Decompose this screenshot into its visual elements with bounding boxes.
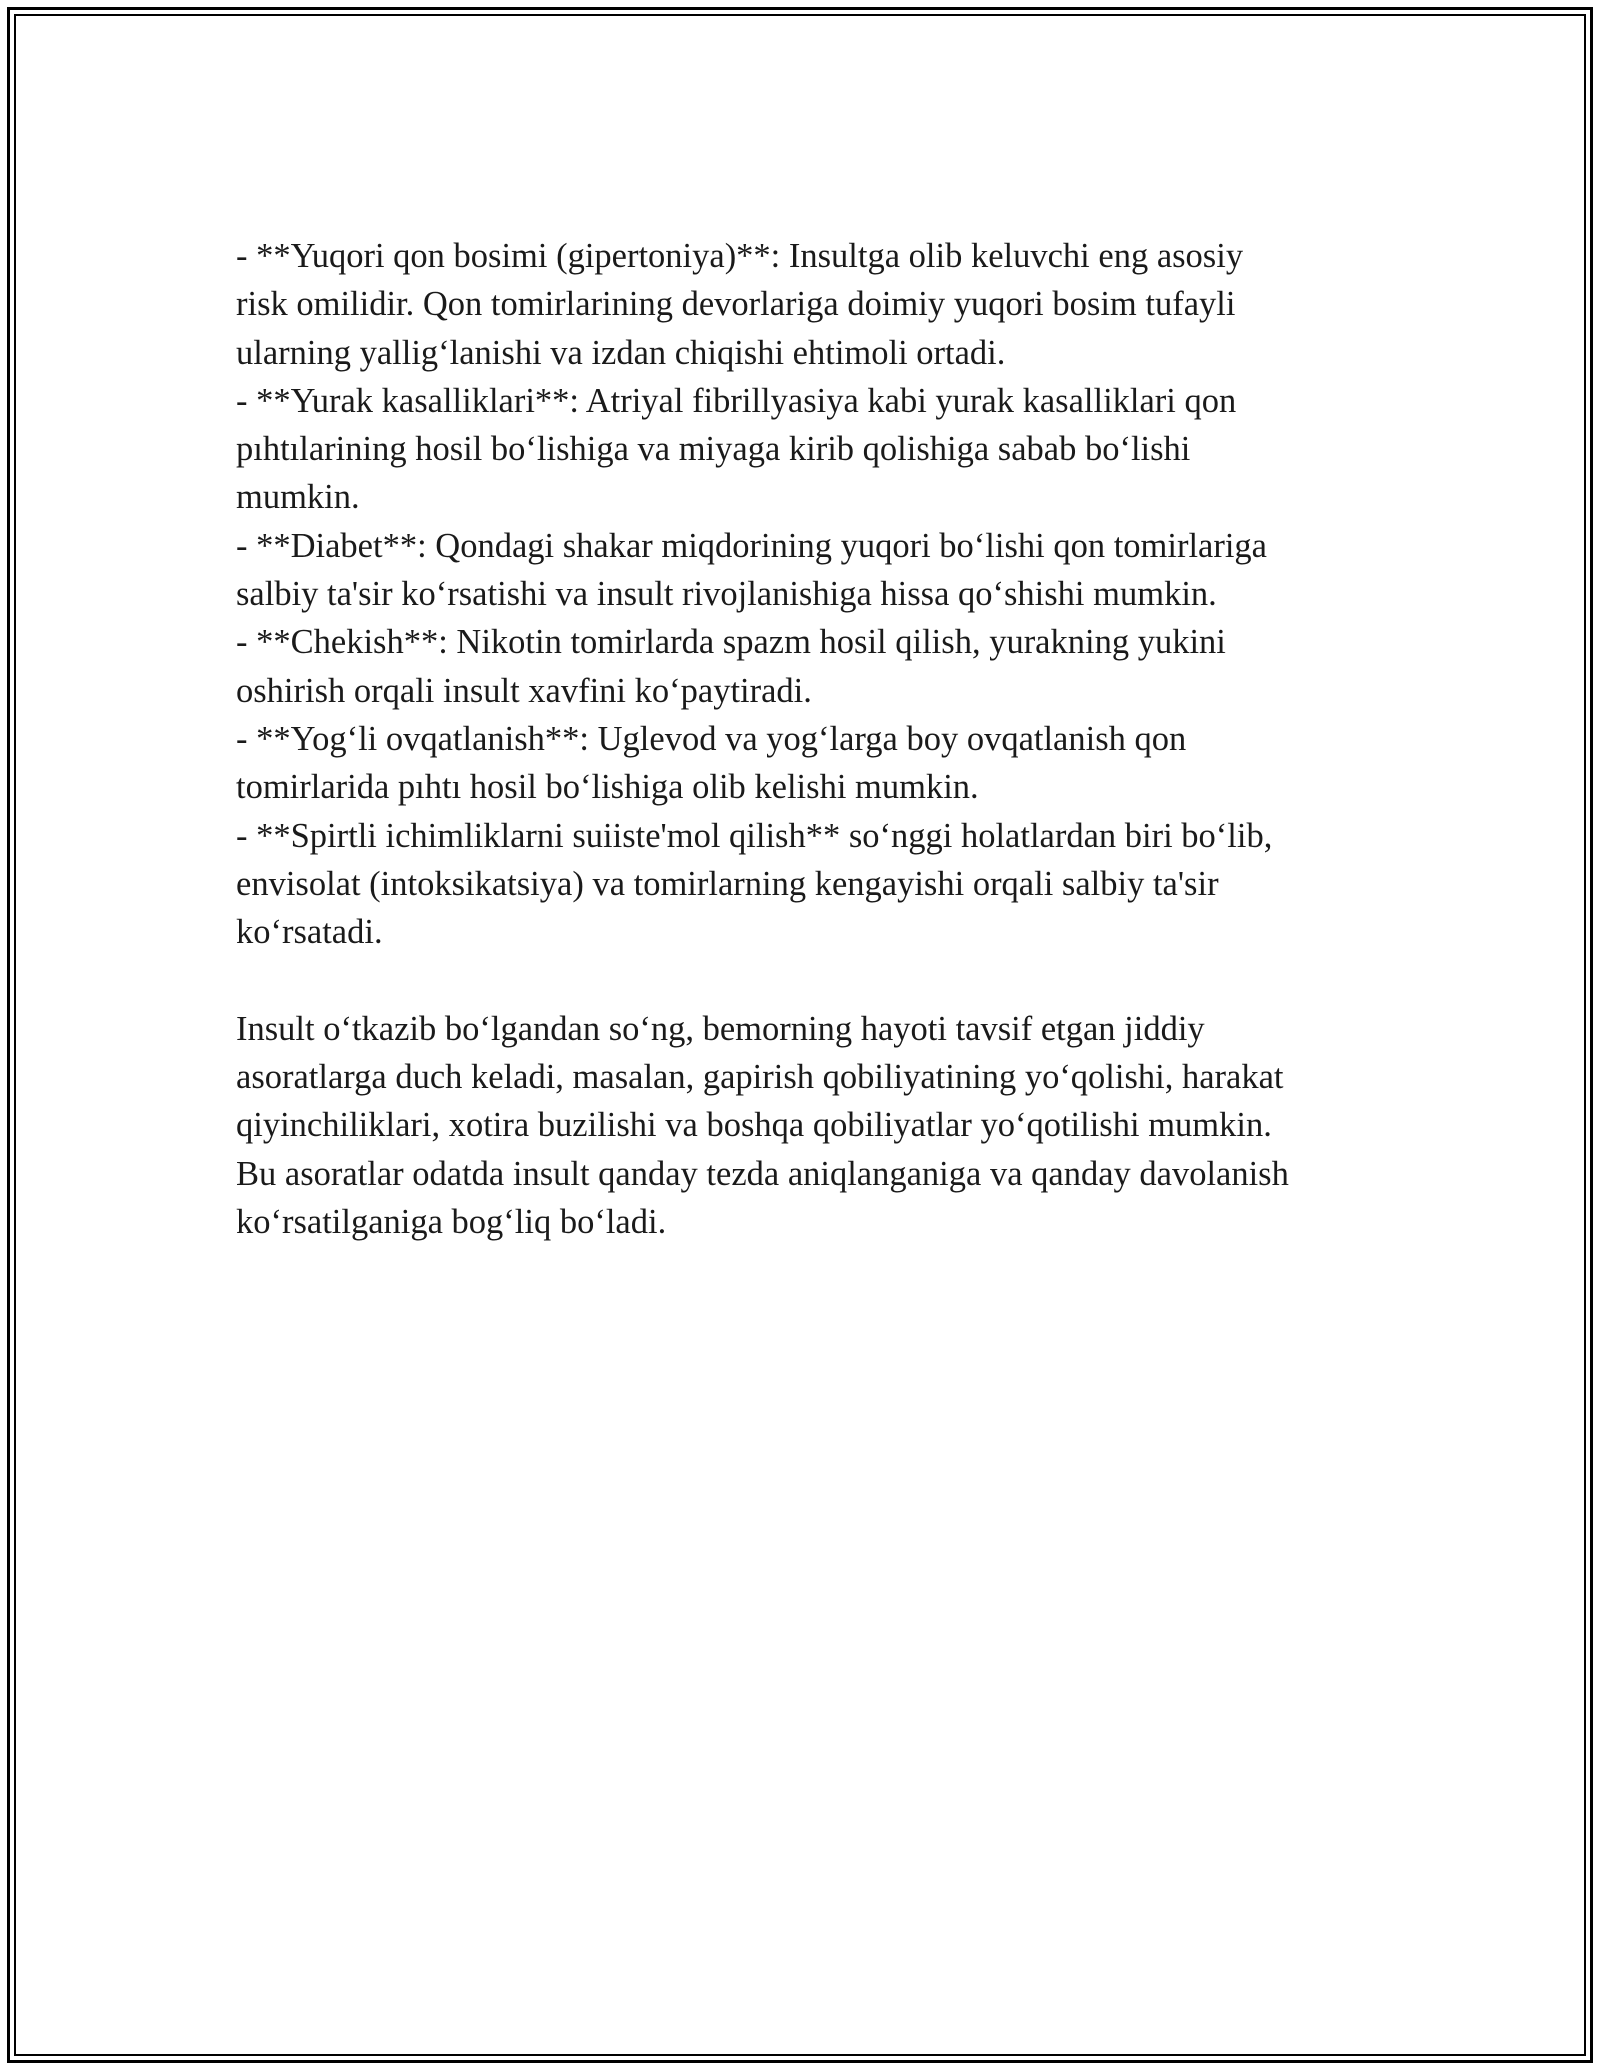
text-line: salbiy ta'sir ko‘rsatishi va insult rivojlanishiga hissa qo‘shishi mumkin. [236,575,1217,614]
closing-paragraph [236,1005,1366,1246]
text-line: qiyinchiliklari, xotira buzilishi va boshqa qobiliyatlar yo‘qotilishi mumkin. [236,1106,1272,1145]
text-line: asoratlarga duch keladi, masalan, gapirish qobiliyatining yo‘qolishi, harakat [236,1058,1284,1097]
document-body [236,232,1366,1246]
text-line: - **Yurak kasalliklari**: Atriyal fibrillyasiya kabi yurak kasalliklari qon [236,381,1237,420]
list-item-hypertension [236,232,1366,377]
paragraph-gap [236,956,1366,1004]
list-item-alcohol [236,812,1366,957]
text-line: - **Diabet**: Qondagi shakar miqdorining yuqori bo‘lishi qon tomirlariga [236,526,1267,565]
text-line: - **Yuqori qon bosimi (gipertoniya)**: Insultga olib keluvchi eng asosiy [236,237,1244,275]
text-line: ularning yallig‘lanishi va izdan chiqishi ehtimoli ortadi. [236,333,1006,372]
text-line: - **Chekish**: Nikotin tomirlarda spazm hosil qilish, yurakning yukini [236,623,1226,662]
text-line: tomirlarida pıhtı hosil bo‘lishiga olib kelishi mumkin. [236,768,979,807]
text-line: ko‘rsatadi. [236,913,383,952]
text-line: - **Spirtli ichimliklarni suiiste'mol qilish** so‘nggi holatlardan biri bo‘lib, [236,816,1273,855]
text-line: ko‘rsatilganiga bog‘liq bo‘ladi. [236,1202,667,1241]
text-line: oshirish orqali insult xavfini ko‘paytiradi. [236,671,812,710]
text-line: pıhtılarining hosil bo‘lishiga va miyaga kirib qolishiga sabab bo‘lishi [236,430,1191,469]
text-line: Insult o‘tkazib bo‘lgandan so‘ng, bemorning hayoti tavsif etgan jiddiy [236,1009,1205,1048]
list-item-heart-disease [236,377,1366,522]
text-line: - **Yog‘li ovqatlanish**: Uglevod va yog‘larga boy ovqatlanish qon [236,719,1187,758]
text-line: envisolat (intoksikatsiya) va tomirlarning kengayishi orqali salbiy ta'sir [236,864,1219,903]
text-line: Bu asoratlar odatda insult qanday tezda aniqlanganiga va qanday davolanish [236,1154,1289,1193]
text-line: risk omilidir. Qon tomirlarining devorlariga doimiy yuqori bosim tufayli [236,285,1236,324]
text-line: mumkin. [236,478,360,517]
list-item-diabetes [236,522,1366,619]
list-item-fatty-diet [236,715,1366,812]
list-item-smoking [236,618,1366,715]
